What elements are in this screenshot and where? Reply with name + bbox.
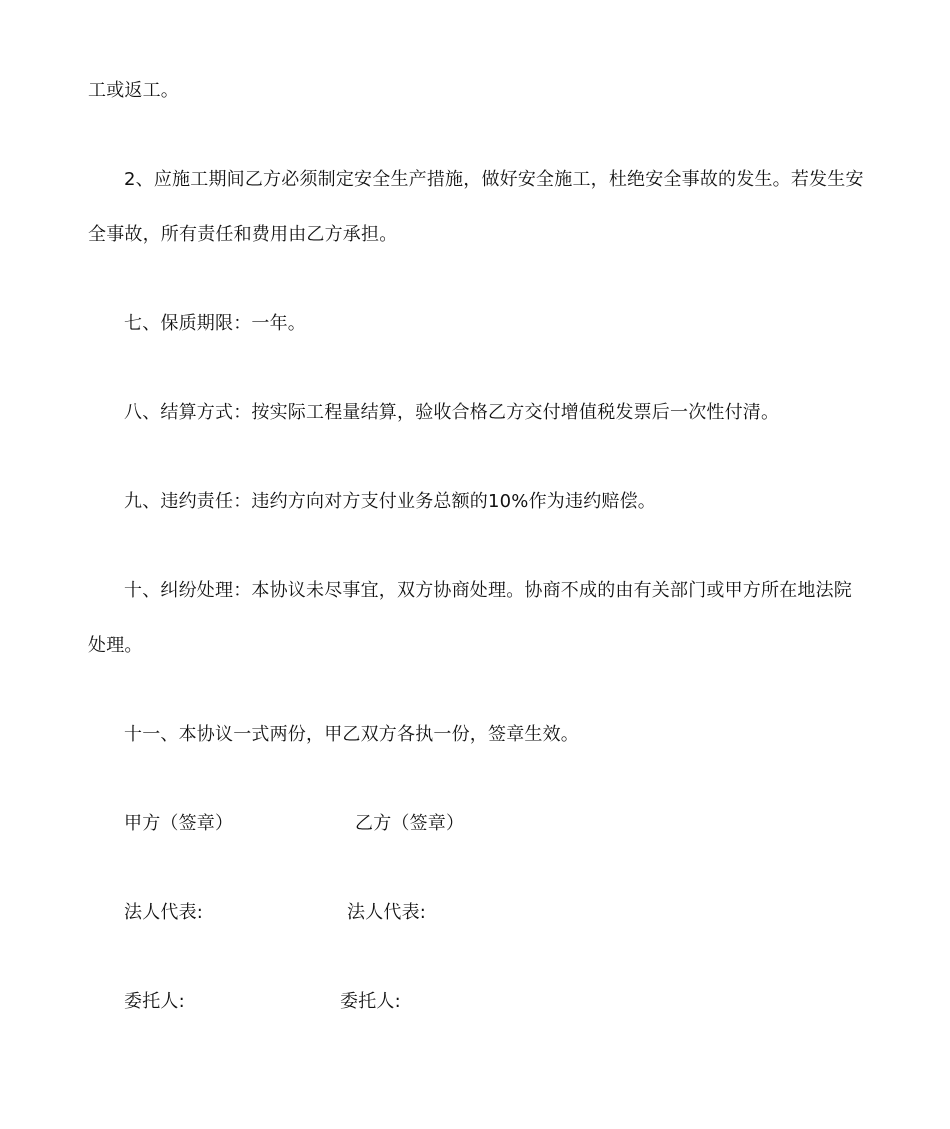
clause-8-settlement: 八、结算方式：按实际工程量结算，验收合格乙方交付增值税发票后一次性付清。: [124, 402, 780, 423]
party-b-rep-label: 法人代表:: [347, 902, 427, 923]
party-b-agent-label: 委托人:: [340, 991, 401, 1012]
clause-10-line-2: 处理。: [88, 635, 143, 656]
party-b-seal-label: 乙方（签章）: [355, 813, 465, 834]
clause-10-line-1: 十、纠纷处理：本协议未尽事宜，双方协商处理。协商不成的由有关部门或甲方所在地法院: [124, 580, 852, 601]
party-a-seal-label: 甲方（签章）: [124, 813, 234, 834]
party-a-agent-label: 委托人:: [124, 991, 185, 1012]
clause-2-line-2: 全事故，所有责任和费用由乙方承担。: [88, 224, 398, 245]
clause-9-liability: 九、违约责任：违约方向对方支付业务总额的10%作为违约赔偿。: [124, 491, 657, 512]
body-line-continuation: 工或返工。: [88, 80, 179, 101]
clause-7-warranty: 七、保质期限：一年。: [124, 313, 306, 334]
party-a-rep-label: 法人代表:: [124, 902, 204, 923]
clause-11-copies: 十一、本协议一式两份，甲乙双方各执一份，签章生效。: [124, 724, 579, 745]
clause-2-line-1: 2、应施工期间乙方必须制定安全生产措施，做好安全施工，杜绝安全事故的发生。若发生安: [124, 169, 864, 190]
